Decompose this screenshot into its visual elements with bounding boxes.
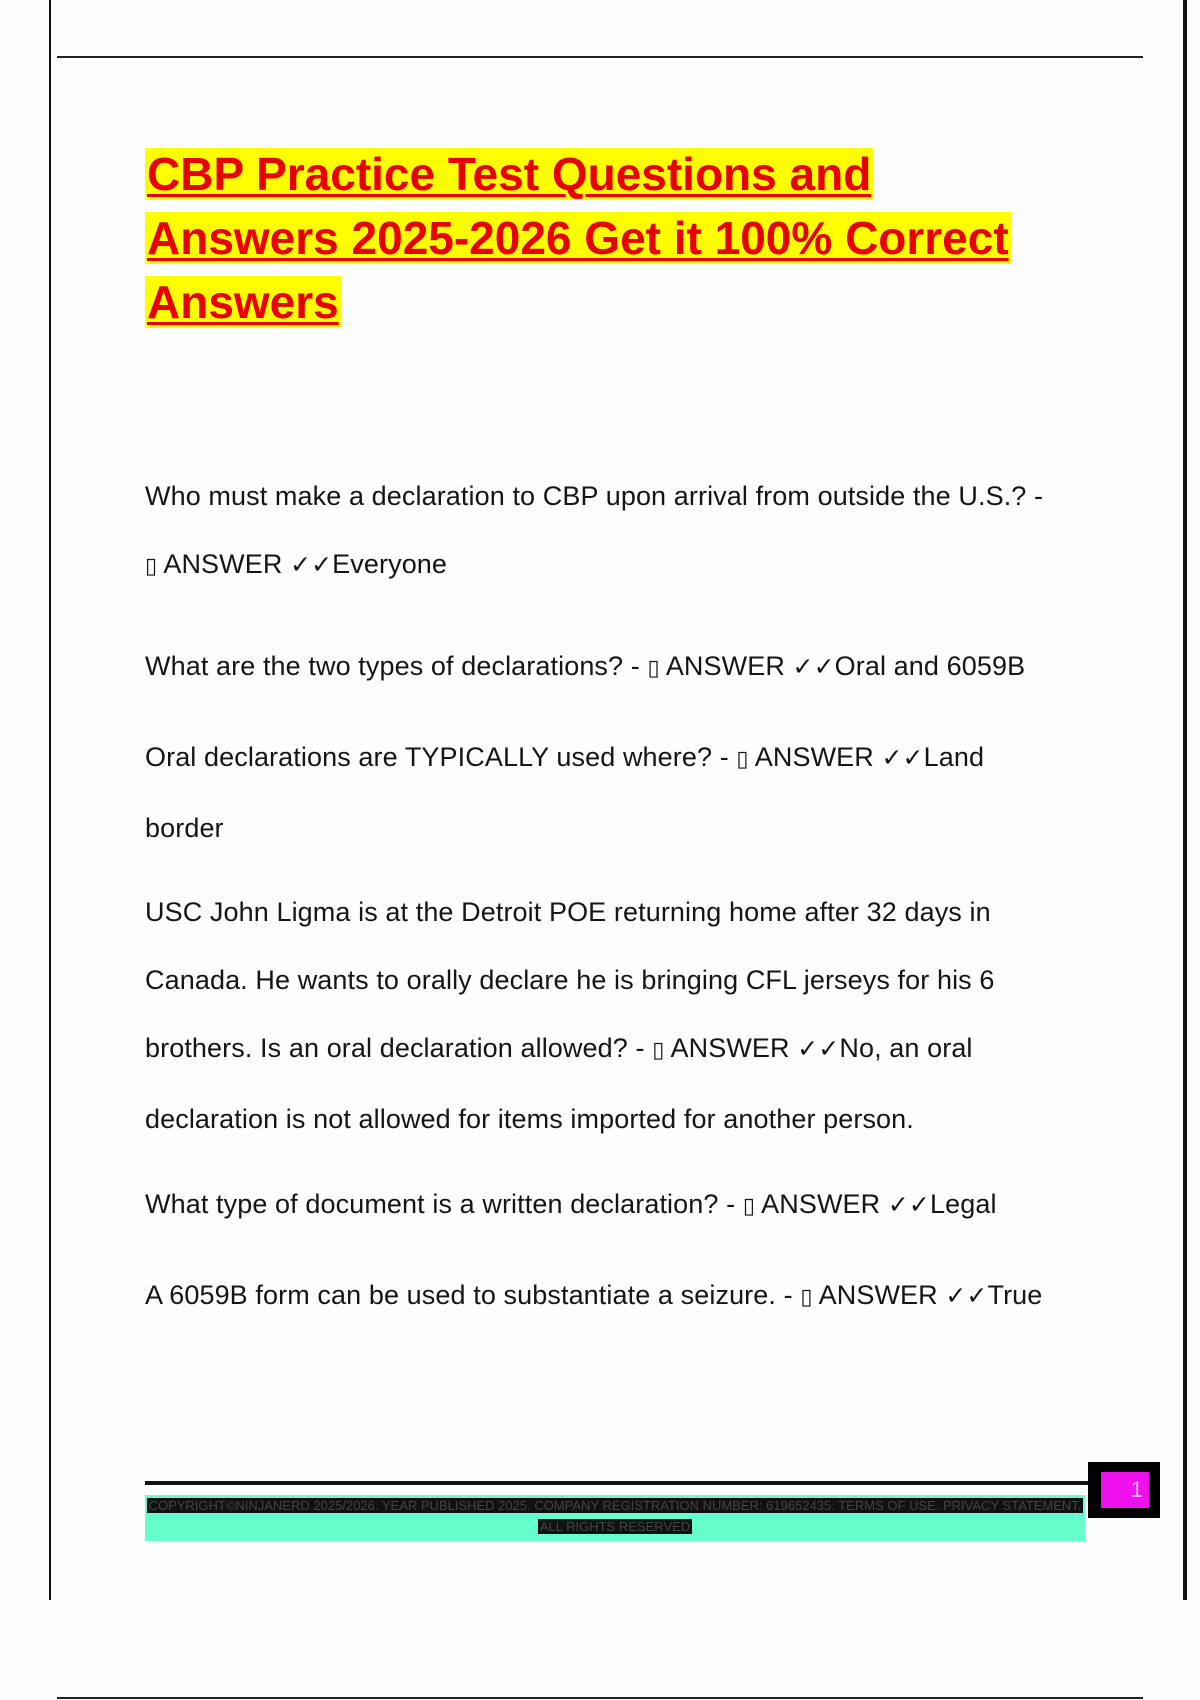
answer-text: No, an oral declaration is not allowed for items imported for another person. xyxy=(145,1033,973,1134)
qa-item xyxy=(145,1170,1095,1241)
qa-item xyxy=(145,723,1045,862)
qa-item xyxy=(145,462,1095,601)
answer-separator: - xyxy=(1034,481,1044,511)
question-text: What type of document is a written declaration? xyxy=(145,1189,719,1219)
question-text: Who must make a declaration to CBP upon arrival from outside the U.S.? xyxy=(145,481,1027,511)
answer-label: ANSWER xyxy=(818,1280,938,1310)
answer-separator: - xyxy=(630,651,640,681)
answer-label: ANSWER xyxy=(670,1033,790,1063)
answer-text: Legal xyxy=(929,1189,997,1219)
qa-item xyxy=(145,632,1095,703)
question-text: What are the two types of declarations? xyxy=(145,651,624,681)
answer-box-icon: ▯ xyxy=(145,554,158,579)
double-check-icon: ✓✓ xyxy=(797,1034,840,1063)
qa-item xyxy=(145,1261,1095,1332)
question-text: Oral declarations are TYPICALLY used where? xyxy=(145,742,713,772)
answer-label: ANSWER xyxy=(754,742,874,772)
answer-label: ANSWER xyxy=(761,1189,881,1219)
page-number: 1 xyxy=(1101,1472,1149,1508)
double-check-icon: ✓✓ xyxy=(945,1281,988,1310)
page-border-left xyxy=(49,0,51,1600)
double-check-icon: ✓✓ xyxy=(887,1190,930,1219)
footer-copyright-band xyxy=(145,1495,1085,1541)
title-line-1: CBP Practice Test Questions and xyxy=(147,148,872,200)
header-rule xyxy=(57,56,1143,58)
answer-box-icon: ▯ xyxy=(736,747,749,772)
answer-box-icon: ▯ xyxy=(742,1194,756,1219)
page-border-right xyxy=(1183,0,1187,1600)
answer-box-icon: ▯ xyxy=(652,1038,665,1063)
answer-label: ANSWER xyxy=(665,651,785,681)
answer-separator: - xyxy=(726,1189,736,1219)
answer-box-icon: ▯ xyxy=(647,656,660,681)
double-check-icon: ✓✓ xyxy=(792,652,835,681)
title-line-3: Answers xyxy=(147,276,339,328)
double-check-icon: ✓✓ xyxy=(881,743,924,772)
answer-text: Oral and 6059B xyxy=(834,651,1026,681)
answer-box-icon: ▯ xyxy=(800,1285,813,1310)
answer-separator: - xyxy=(719,742,729,772)
question-text: A 6059B form can be used to substantiate a seizure. xyxy=(145,1280,776,1310)
title-line-2: Answers 2025-2026 Get it 100% Correct xyxy=(147,212,1009,264)
footer-copyright-text: COPYRIGHT©NINJANERD 2025/2026. YEAR PUBLISHED 2025. COMPANY REGISTRATION NUMBER: 619652435. TERMS OF USE. PRIVACY STATEMENT. ALL RIGHTS RESERVED xyxy=(148,1498,1082,1534)
answer-text: True xyxy=(987,1280,1043,1310)
answer-text: Everyone xyxy=(332,549,448,579)
qa-item xyxy=(145,878,1045,1153)
answer-separator: - xyxy=(635,1033,645,1063)
double-check-icon: ✓✓ xyxy=(290,550,333,579)
answer-text: Land border xyxy=(145,742,985,843)
bottom-rule xyxy=(57,1697,1143,1699)
answer-label: ANSWER xyxy=(163,549,283,579)
document-title xyxy=(145,142,1095,334)
footer-rule xyxy=(145,1481,1093,1485)
answer-separator: - xyxy=(783,1280,793,1310)
question-text: USC John Ligma is at the Detroit POE returning home after 32 days in Canada. He wants to orally declare he is bringing CFL jerseys for his 6 brothers. Is an oral declaration allowed? xyxy=(145,897,995,1063)
